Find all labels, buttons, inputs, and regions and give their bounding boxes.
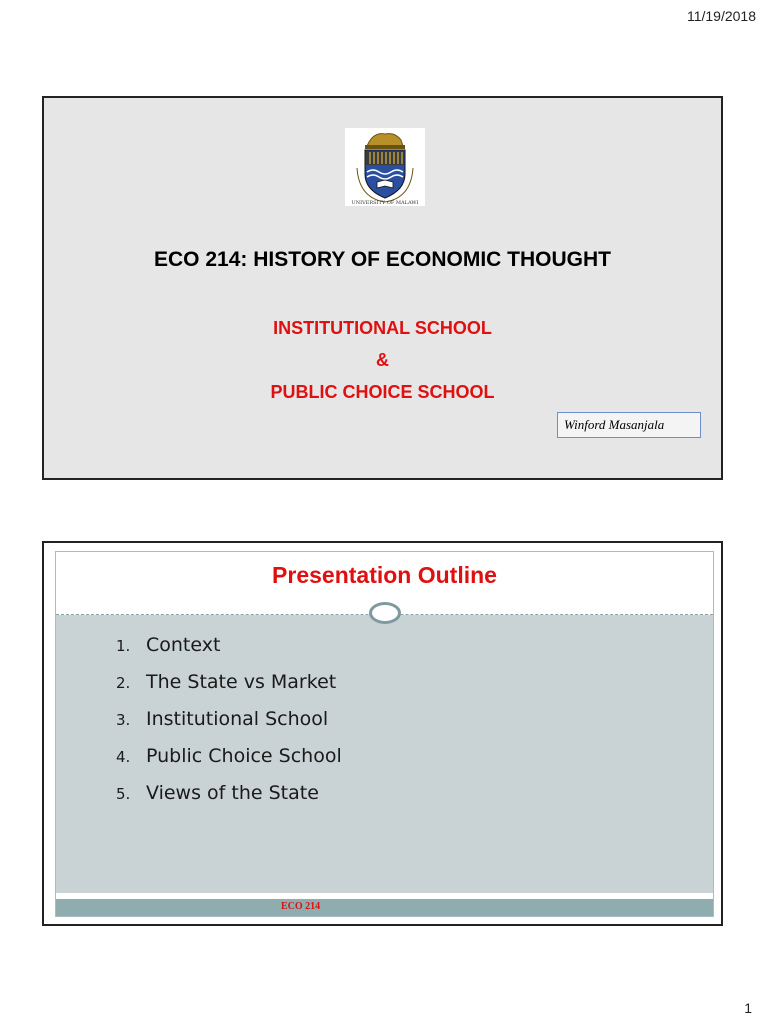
list-number: 3. <box>116 711 131 729</box>
outline-slide <box>42 541 723 926</box>
university-crest-logo <box>345 128 425 206</box>
list-number: 1. <box>116 637 131 655</box>
outline-title: Presentation Outline <box>272 562 497 588</box>
list-item <box>116 708 342 745</box>
crest-icon <box>345 128 425 206</box>
list-label: Public Choice School <box>146 745 342 767</box>
list-item <box>116 745 342 782</box>
subtitle-line-1: INSTITUTIONAL SCHOOL <box>273 318 492 338</box>
author-name-box: Winford Masanjala <box>557 412 701 438</box>
list-number: 5. <box>116 785 131 803</box>
outline-list <box>116 634 342 819</box>
title-slide <box>42 96 723 480</box>
page-number: 1 <box>744 1000 752 1016</box>
list-number: 4. <box>116 748 131 766</box>
subtitle-line-2: & <box>376 350 389 370</box>
list-label: Context <box>146 634 221 656</box>
list-label: Institutional School <box>146 708 329 730</box>
crest-text: UNIVERSITY OF MALAWI <box>351 200 419 206</box>
list-item <box>116 671 342 708</box>
subtitle-line-3: PUBLIC CHOICE SCHOOL <box>270 382 495 402</box>
list-item <box>116 782 342 819</box>
page-date: 11/19/2018 <box>686 8 756 24</box>
outline-slide-frame <box>55 551 714 917</box>
slide-footer <box>56 899 713 916</box>
footer-course-code: ECO 214 <box>281 901 321 912</box>
list-label: The State vs Market <box>146 671 337 693</box>
list-label: Views of the State <box>146 782 319 804</box>
list-number: 2. <box>116 674 131 692</box>
list-item <box>116 634 342 671</box>
course-title: ECO 214: HISTORY OF ECONOMIC THOUGHT <box>154 248 611 271</box>
divider-ornament-icon <box>369 602 401 624</box>
